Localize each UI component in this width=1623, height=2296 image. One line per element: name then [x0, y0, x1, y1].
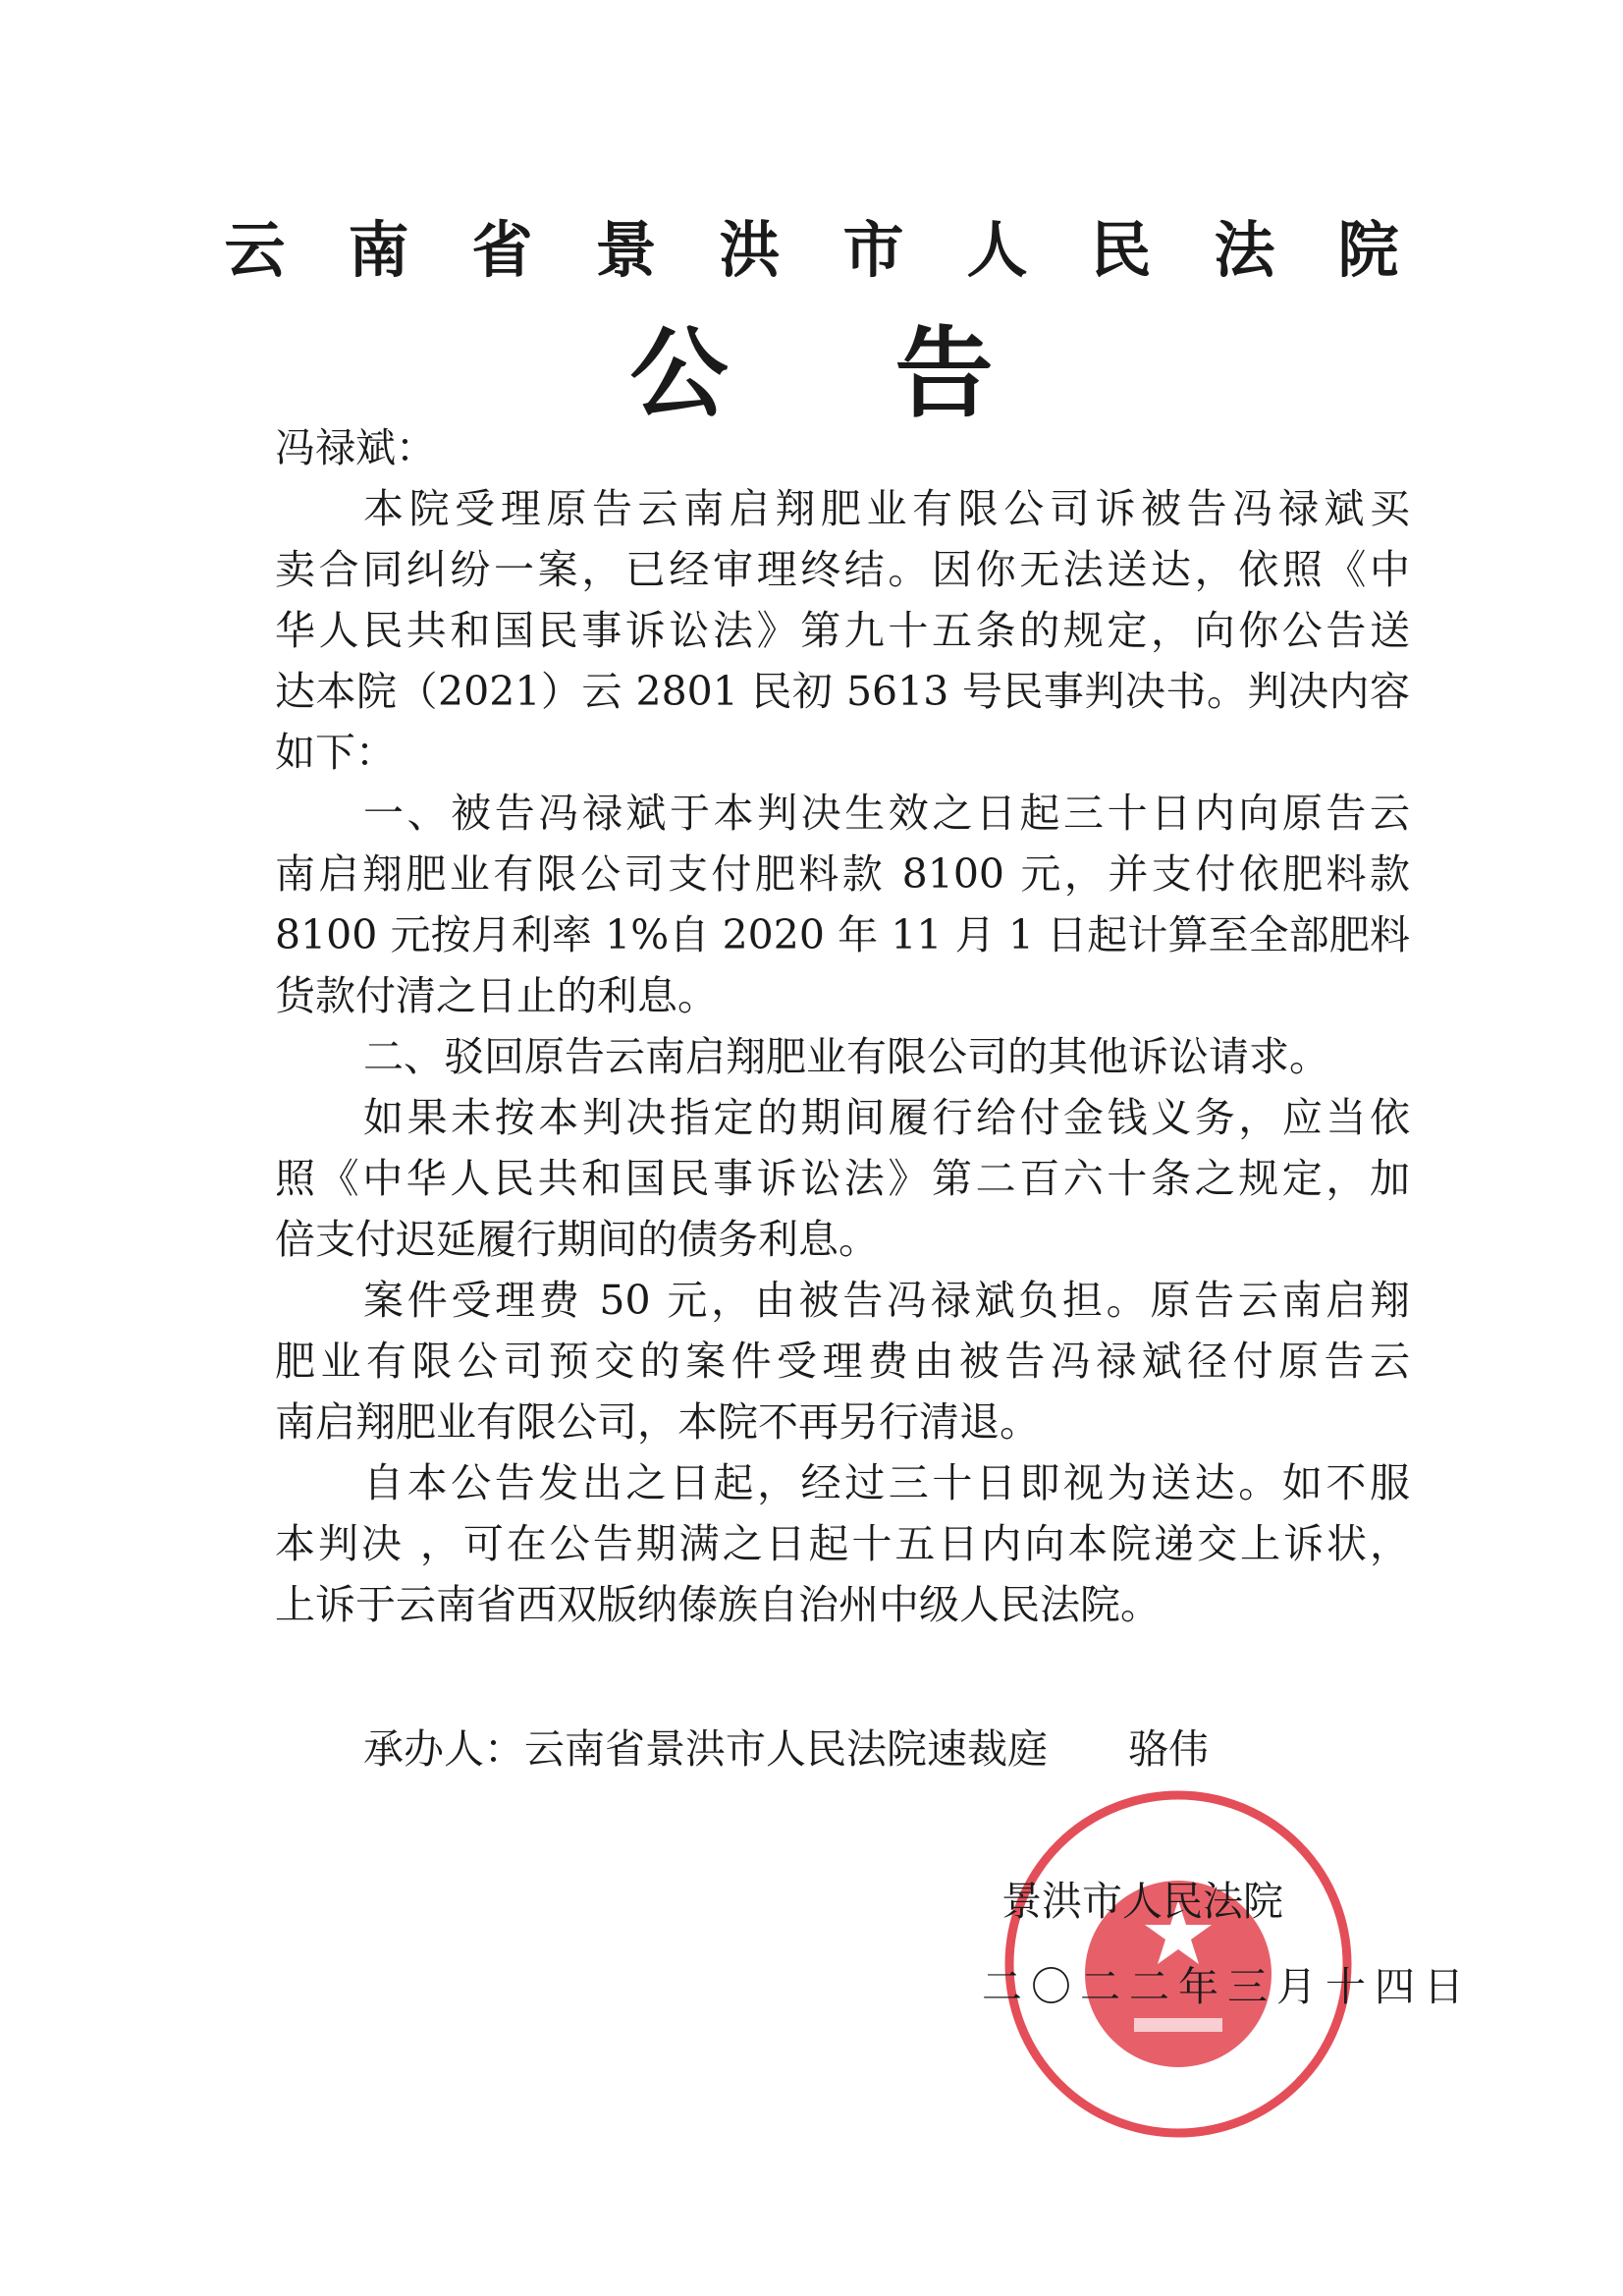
paragraph — [275, 783, 1410, 1026]
text-line: 一、被告冯禄斌于本判决生效之日起三十日内向原告云 — [363, 790, 1410, 837]
text-line: 倍支付迟延履行期间的债务利息。 — [275, 1216, 879, 1263]
text-line: 二、驳回原告云南启翔肥业有限公司的其他诉讼请求。 — [363, 1033, 1329, 1080]
addressee: 冯禄斌： — [275, 424, 436, 471]
text-line: 8100 元按月利率 1%自 2020 年 11 月 1 日起计算至全部肥料 — [275, 911, 1410, 958]
court-name-heading: 云南省景洪市人民法院 — [224, 214, 1462, 286]
paragraphs — [275, 478, 1410, 1635]
paragraph — [275, 1452, 1410, 1635]
emblem-gate-icon — [1134, 2018, 1222, 2032]
text-line: 照《中华人民共和国民事诉讼法》第二百六十条之规定，加 — [275, 1155, 1410, 1202]
text-line: 肥业有限公司预交的案件受理费由被告冯禄斌径付原告云 — [275, 1338, 1410, 1385]
text-line: 达本院（2021）云 2801 民初 5613 号民事判决书。判决内容 — [275, 668, 1410, 715]
text-line: 自本公告发出之日起，经过三十日即视为送达。如不服 — [363, 1459, 1410, 1506]
notice-body — [275, 417, 1410, 1635]
text-line: 南启翔肥业有限公司，本院不再另行清退。 — [275, 1398, 1040, 1446]
text-line: 本院受理原告云南启翔肥业有限公司诉被告冯禄斌买 — [363, 485, 1410, 532]
text-line: 如下： — [275, 729, 396, 776]
text-line: 上诉于云南省西双版纳傣族自治州中级人民法院。 — [275, 1581, 1161, 1628]
paragraph — [275, 1026, 1410, 1087]
text-line: 华人民共和国民事诉讼法》第九十五条的规定，向你公告送 — [275, 607, 1410, 654]
text-line: 本判决 ，可在公告期满之日起十五日内向本院递交上诉状， — [275, 1520, 1410, 1567]
text-line: 货款付清之日止的利息。 — [275, 972, 718, 1019]
case-handler: 承办人：云南省景洪市人民法院速裁庭 骆伟 — [363, 1725, 1209, 1773]
text-line: 卖合同纠纷一案，已经审理终结。因你无法送达，依照《中 — [275, 546, 1410, 593]
issue-date: 二〇二二年三月十四日 — [982, 1963, 1473, 2010]
text-line: 案件受理费 50 元，由被告冯禄斌负担。原告云南启翔 — [363, 1277, 1410, 1324]
paragraph — [275, 1270, 1410, 1452]
paragraph — [275, 1087, 1410, 1270]
text-line: 南启翔肥业有限公司支付肥料款 8100 元，并支付依肥料款 — [275, 850, 1410, 898]
text-line: 如果未按本判决指定的期间履行给付金钱义务，应当依 — [363, 1094, 1410, 1141]
paragraph — [275, 478, 1410, 783]
notice-title: 公告 — [629, 316, 1161, 431]
issuing-court: 景洪市人民法院 — [1001, 1878, 1283, 1925]
